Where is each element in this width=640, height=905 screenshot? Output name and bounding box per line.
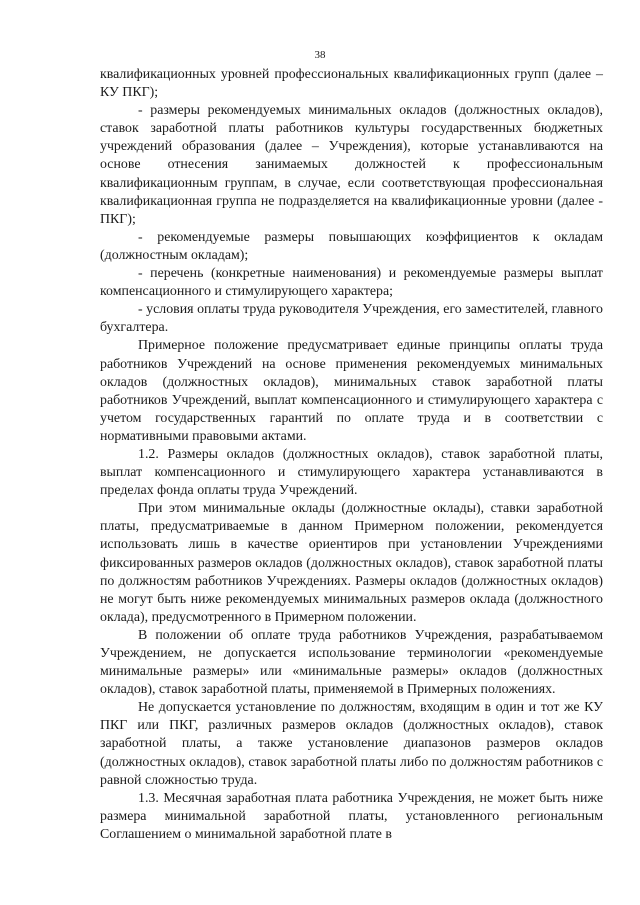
paragraph: - условия оплаты труда руководителя Учреждения, его заместителей, главного бухгалтера. [100, 302, 603, 336]
paragraph: 1.2. Размеры окладов (должностных окладов), ставок заработной платы, выплат компенсационного и стимулирующего характера устанавливаются в пределах фонда оплаты труда Учреждений. [100, 446, 603, 499]
paragraph: - размеры рекомендуемых минимальных окладов (должностных окладов), ставок заработной платы работников культуры государственных бюджетных учреждений образования (далее – Учреждения), которые устанавливаются на основе отнесения занимаемых должностей к профессиональным квалификационным группам, в случае, если соответствующая профессиональная квалификационная группа не подразделяется на квалификационные уровни (далее - ПКГ); [100, 103, 603, 227]
paragraph: 1.3. Месячная заработная плата работника Учреждения, не может быть ниже размера минимальной заработной платы, установленного региональным Соглашением о минимальной заработной плате в [100, 790, 603, 842]
paragraph: Примерное положение предусматривает единые принципы оплаты труда работников Учреждений на основе применения рекомендуемых минимальных окладов (должностных окладов), минимальных ставок заработной платы работников Учреждений, выплат компенсационного и стимулирующего характера с учетом государственных гарантий по оплате труда и в соответствии с нормативными правовыми актами. [100, 338, 603, 444]
page-number: 38 [314, 49, 326, 61]
paragraph: - рекомендуемые размеры повышающих коэффициентов к окладам (должностным окладам); [100, 229, 603, 263]
paragraph: При этом минимальные оклады (должностные оклады), ставки заработной платы, предусматриваемые в данном Примерном положении, рекомендуется использовать лишь в качестве ориентиров при установлении Учреждениями фиксированных размеров окладов (должностных окладов), ставок заработной платы по должностям работников Учреждениях. Размеры окладов (должностных окладов) не могут быть ниже рекомендуемых минимальных размеров оклада (должностного оклада), предусмотренного в Примерном положении. [100, 501, 603, 625]
body-text [100, 66, 603, 844]
paragraph-continuation: квалификационных уровней профессиональных квалификационных групп (далее – КУ ПКГ); [100, 67, 603, 101]
paragraph: Не допускается установление по должностям, входящим в один и тот же КУ ПКГ или ПКГ, различных размеров окладов (должностных окладов), ставок заработной платы, а также установление диапазонов размеров окладов (должностных окладов), ставок заработной платы либо по должностям работников с равной сложностью труда. [100, 700, 603, 788]
paragraph: - перечень (конкретные наименования) и рекомендуемые размеры выплат компенсационного и стимулирующего характера; [100, 266, 603, 300]
paragraph: В положении об оплате труда работников Учреждения, разрабатываемом Учреждением, не допускается использование терминологии «рекомендуемые минимальные размеры» или «минимальные размеры» окладов (должностных окладов), ставок заработной платы, применяемой в Примерных положениях. [100, 627, 603, 698]
